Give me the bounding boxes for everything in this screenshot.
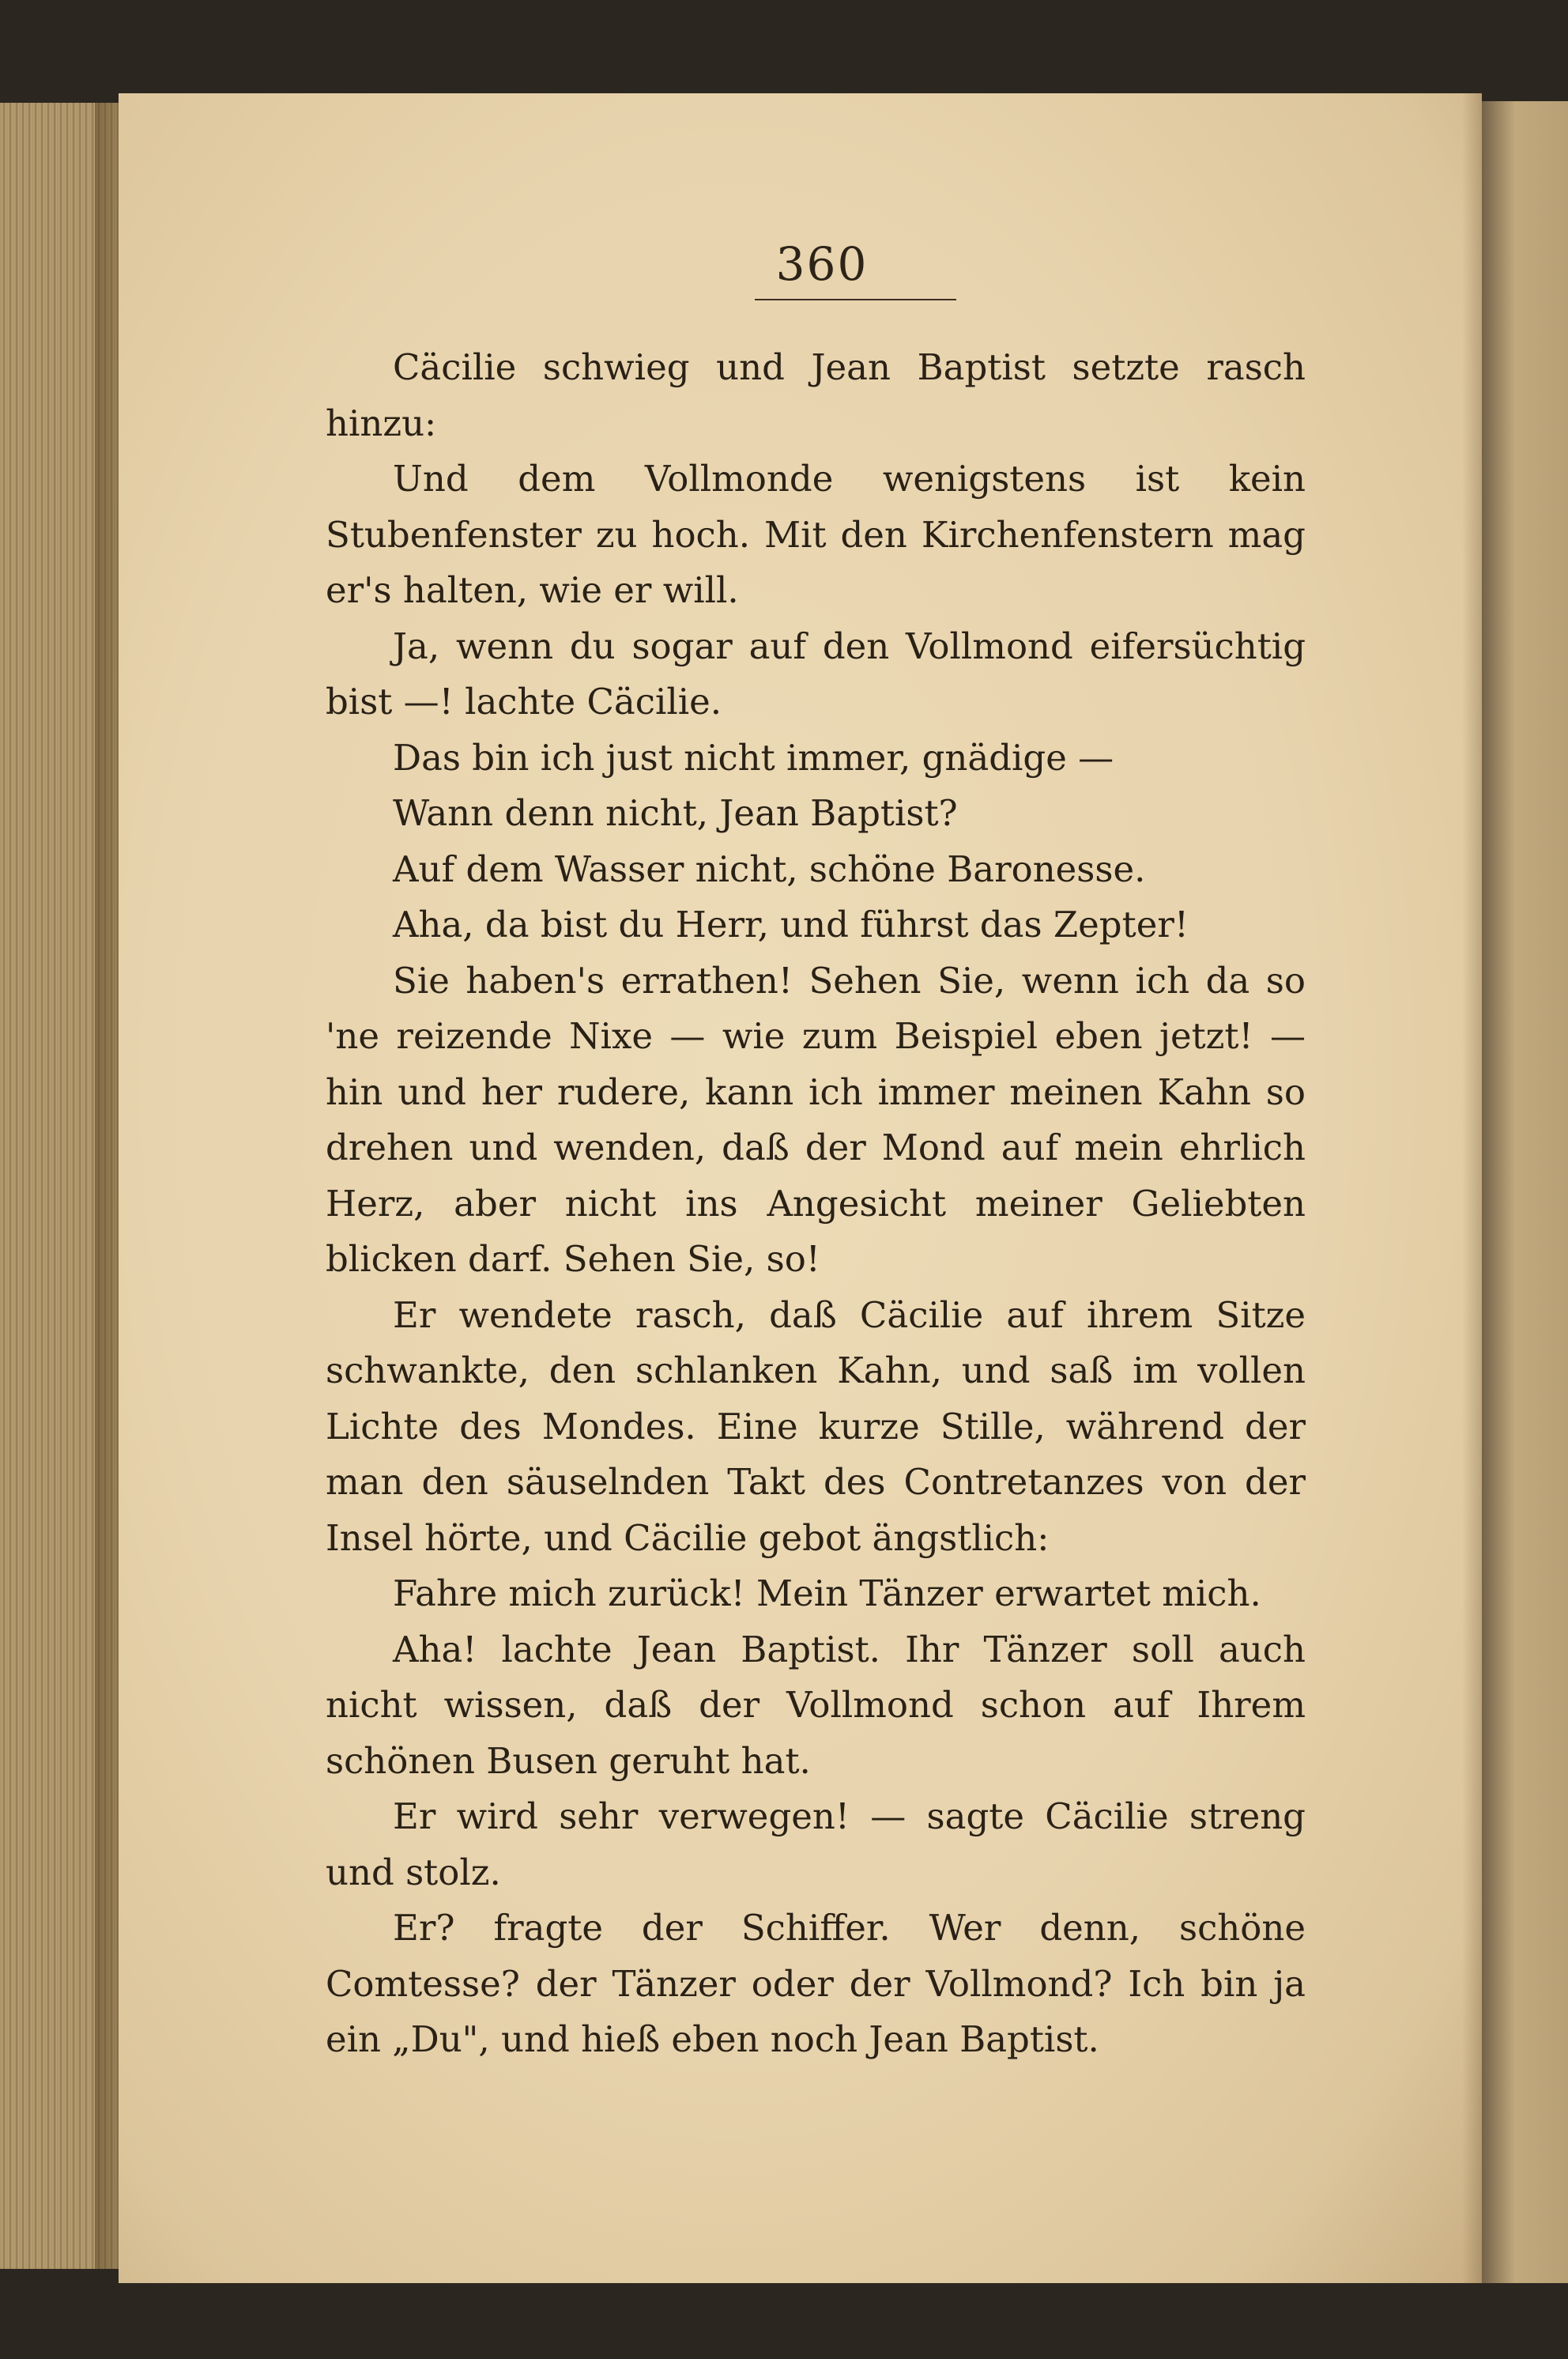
paragraph: Das bin ich just nicht immer, gnädige — — [393, 736, 1114, 779]
paragraph: Aha! lachte Jean Baptist. Ihr Tänzer soll auch nicht wissen, daß der Vollmond schon auf Ihrem schönen Busen geruht hat. — [326, 1628, 1306, 1782]
page-gutter-shadow — [1462, 93, 1482, 2283]
paragraph: Sie haben's errathen! Sehen Sie, wenn ich da so 'ne reizende Nixe — wie zum Beispiel eben jetzt! — hin und her rudere, kann ich immer meinen Kahn so drehen und wenden, daß der Mond auf mein ehrlich Herz, aber nicht ins Angesicht meiner Geliebten blicken darf. Sehen Sie, so! — [326, 959, 1306, 1280]
page-number: 360 — [775, 237, 869, 291]
paragraph: Er wendete rasch, daß Cäcilie auf ihrem Sitze schwankte, den schlanken Kahn, und saß im vollen Lichte des Mondes. Eine kurze Stille, während der man den säuselnden Takt des Contretanzes von der Insel hörte, und Cäcilie gebot ängstlich: — [326, 1293, 1306, 1559]
paragraph: Cäcilie schwieg und Jean Baptist setzte rasch hinzu: — [326, 346, 1306, 444]
paragraph: Er wird sehr verwegen! — sagte Cäcilie streng und stolz. — [326, 1795, 1306, 1893]
body-text — [326, 340, 1306, 2068]
paragraph: Auf dem Wasser nicht, schöne Baronesse. — [393, 847, 1146, 890]
paragraph: Aha, da bist du Herr, und führst das Zepter! — [393, 904, 1189, 945]
paragraph: Wann denn nicht, Jean Baptist? — [393, 792, 958, 834]
paragraph: Und dem Vollmonde wenigstens ist kein Stubenfenster zu hoch. Mit den Kirchenfenstern mag er's halten, wie er will. — [326, 458, 1306, 611]
paragraph: Er? fragte der Schiffer. Wer denn, schöne Comtesse? der Tänzer oder der Vollmond? Ich bin ja ein „Du", und hieß eben noch Jean Baptist. — [326, 1907, 1306, 2060]
paragraph: Fahre mich zurück! Mein Tänzer erwartet mich. — [393, 1572, 1261, 1614]
paragraph: Ja, wenn du sogar auf den Vollmond eifersüchtig bist —! lachte Cäcilie. — [326, 625, 1306, 723]
header-rule — [755, 299, 956, 300]
